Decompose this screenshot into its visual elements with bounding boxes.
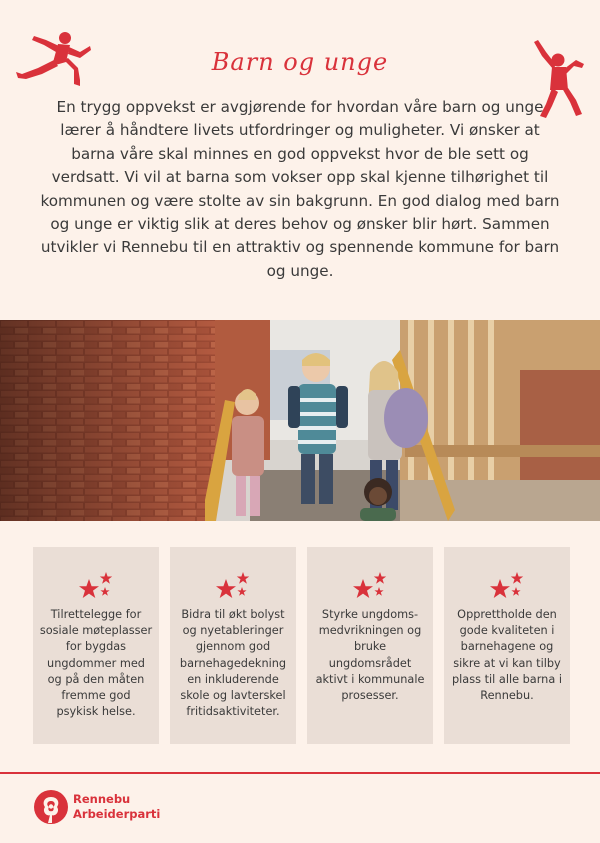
goals-cards xyxy=(33,547,570,744)
rose-logo-icon xyxy=(33,789,69,825)
children-photo xyxy=(0,320,600,521)
org-name-line1: Rennebu xyxy=(73,792,131,806)
stars-icon xyxy=(214,571,252,601)
stars-icon xyxy=(351,571,389,601)
organization-name xyxy=(73,792,160,822)
goal-card xyxy=(33,547,159,744)
intro-paragraph: En trygg oppvekst er avgjørende for hvordan våre barn og unge lærer å håndtere livets utfordringer og muligheter. Vi ønsker at barna våre skal minnes en god oppvekst hvor de ble sett og verdsatt. Vi vil at barna som vokser opp skal kjenne tilhørighet til kommunen og være stolte av sin bakgrunn. En god dialog med barn og unge er viktig slik at deres behov og ønsker blir hørt. Sammen utvikler vi Rennebu til en attraktiv og spennende kommune for barn og unge. xyxy=(40,98,560,280)
goal-card xyxy=(170,547,296,744)
goal-text: Opprettholde den gode kvaliteten i barnehagene og sikre at vi kan tilby plass til alle barna i Rennebu. xyxy=(452,608,562,703)
stars-icon xyxy=(77,571,115,601)
footer-divider xyxy=(0,772,600,774)
goal-text: Styrke ungdoms-medvrikningen og bruke ungdomsrådet aktivt i kommunale prosesser. xyxy=(315,608,425,703)
goal-card xyxy=(307,547,433,744)
goal-text: Bidra til økt bolyst og nyetableringer gjennom god barnehagedekning en inkluderende skole og lavterskel fritidsaktiviteter. xyxy=(179,608,287,719)
page-title: Barn og unge xyxy=(211,48,389,76)
stars-icon xyxy=(488,571,526,601)
goal-text: Tilrettelegge for sosiale møteplasser for bygdas ungdommer med og på den måten fremme god psykisk helse. xyxy=(39,608,153,719)
goal-card xyxy=(444,547,570,744)
org-name-line2: Arbeiderparti xyxy=(73,807,161,821)
